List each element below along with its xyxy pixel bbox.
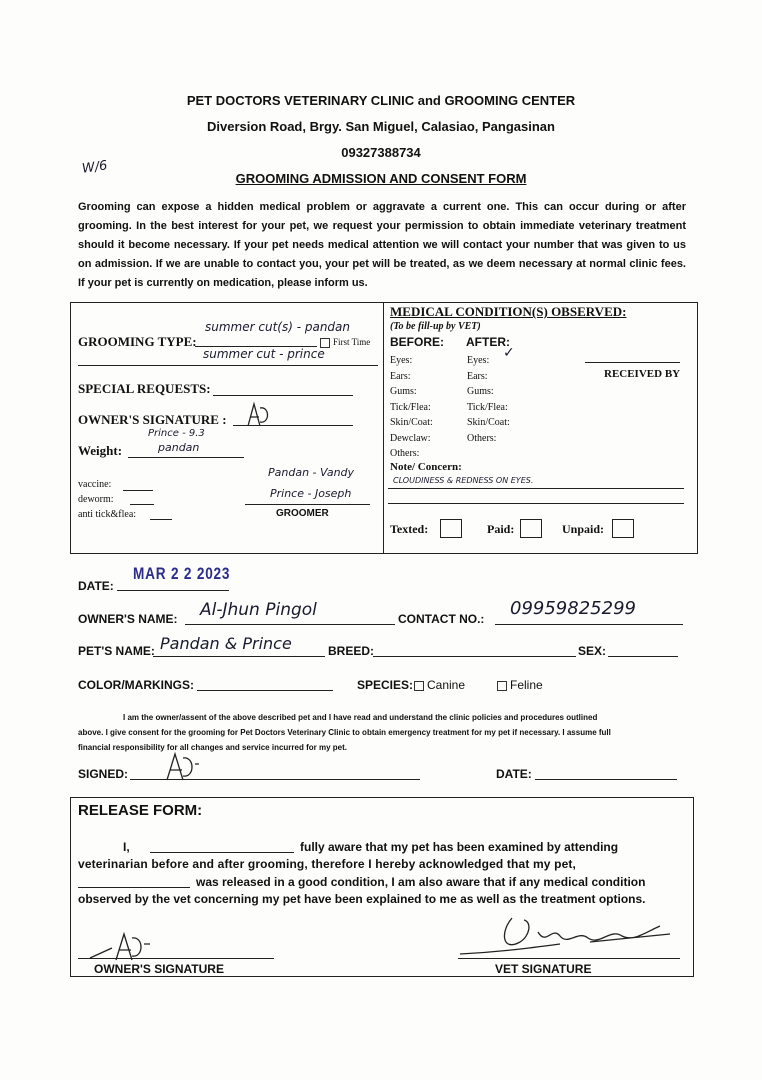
owner-name-value[interactable]: Al-Jhun Pingol [200, 600, 317, 620]
texted-label: Texted: [390, 522, 429, 536]
anti-tick-label: anti tick&flea: [78, 509, 137, 520]
paid-checkbox[interactable] [520, 519, 542, 538]
pet-name-label: PET'S NAME: [78, 644, 155, 658]
feline-option[interactable]: Feline [497, 678, 543, 692]
clinic-name: PET DOCTORS VETERINARY CLINIC and GROOMING CENTER [186, 93, 576, 108]
groomer-value-1[interactable]: Pandan - Vandy [268, 466, 355, 479]
species-label: SPECIES: [357, 678, 414, 692]
medical-title: MEDICAL CONDITION(S) OBSERVED: [390, 304, 627, 319]
form-title: GROOMING ADMISSION AND CONSENT FORM [235, 171, 527, 186]
paid-label: Paid: [487, 522, 515, 536]
owner-release-signature-mark [88, 928, 158, 964]
date-label: DATE: [78, 579, 114, 593]
groomer-label: GROOMER [276, 508, 329, 519]
margin-note: W/6 [81, 158, 109, 177]
eyes-after-checkmark[interactable]: ✓ [503, 345, 515, 361]
grooming-type-value-1[interactable]: summer cut(s) - pandan [205, 320, 351, 334]
before-label: BEFORE: [390, 335, 444, 349]
weight-value-2[interactable]: pandan [158, 441, 200, 454]
intro-paragraph: Grooming can expose a hidden medical problem or aggravate a current one. This can occur during or after grooming. In the best interest for your pet, we request your permission to obtain immediate veterinary treatment should it become necessary. If your pet needs medical attention we will contact your number that was given to us on admission. If we are unable to contact you, your pet will be treated, as we deem necessary at normal clinic fees. If your pet is currently on medication, please inform us. [78, 201, 686, 289]
owner-signature-label: OWNER'S SIGNATURE : [78, 412, 227, 427]
unpaid-checkbox[interactable] [612, 519, 634, 538]
clinic-phone: 09327388734 [341, 145, 421, 160]
breed-label: BREED: [328, 644, 375, 658]
groomer-value-2[interactable]: Prince - Joseph [270, 487, 352, 500]
grooming-type-label: GROOMING TYPE: [78, 334, 197, 349]
grooming-type-value-2[interactable]: summer cut - prince [203, 347, 325, 361]
color-markings-label: COLOR/MARKINGS: [78, 678, 194, 692]
release-title: RELEASE FORM: [78, 802, 203, 819]
medical-subtitle: (To be fill-up by VET) [390, 321, 481, 332]
note-value[interactable]: CLOUDINESS & REDNESS ON EYES. [393, 476, 534, 485]
owner-name-label: OWNER'S NAME: [78, 612, 178, 626]
weight-label: Weight: [78, 443, 123, 458]
owner-signature-mark-1 [238, 400, 274, 430]
sex-label: SEX: [578, 644, 607, 658]
medical-after-column: Eyes: Ears: Gums: Tick/Flea: Skin/Coat: Others: [467, 355, 510, 444]
signed-signature-mark [155, 750, 205, 784]
signed-label: SIGNED: [78, 767, 129, 781]
owner-signature-release-label: OWNER'S SIGNATURE [94, 962, 224, 976]
release-text-4: observed by the vet concerning my pet have been explained to me as well as the treatment options. [78, 892, 646, 906]
note-label: Note/ Concern: [390, 461, 462, 473]
deworm-label: deworm: [78, 494, 114, 505]
canine-option[interactable]: Canine [414, 678, 465, 692]
texted-checkbox[interactable] [440, 519, 462, 538]
release-text-1: fully aware that my pet has been examined by attending [300, 840, 619, 854]
consent-paragraph: I am the owner/assent of the above described pet and I have read and understand the clinic policies and procedures outlined above. I give consent for the grooming for Pet Doctors Veterinary Clinic to obtain emergency treatment for my pet if necessary. I assume full financial responsibility for all changes and service incurred for my pet. [78, 713, 611, 752]
weight-value-1[interactable]: Prince - 9.3 [148, 428, 205, 439]
vaccine-label: vaccine: [78, 479, 112, 490]
vet-signature-label: VET SIGNATURE [495, 962, 592, 976]
special-requests-label: SPECIAL REQUESTS: [78, 381, 211, 396]
medical-before-column: Eyes: Ears: Gums: Tick/Flea: Skin/Coat: Dewclaw: Others: [390, 355, 433, 459]
first-time-checkbox[interactable]: First Time [320, 337, 370, 348]
received-by-label: RECEIVED BY [604, 368, 681, 380]
consent-date-label: DATE: [496, 767, 532, 781]
after-label: AFTER: [466, 335, 510, 349]
release-text-3: was released in a good condition, I am also aware that if any medical condition [196, 875, 646, 889]
contact-value[interactable]: 09959825299 [510, 598, 636, 619]
date-stamp[interactable]: MAR 2 2 2023 [133, 564, 231, 583]
contact-label: CONTACT NO.: [398, 612, 485, 626]
clinic-address: Diversion Road, Brgy. San Miguel, Calasiao, Pangasinan [207, 119, 555, 134]
pet-name-value[interactable]: Pandan & Prince [160, 634, 292, 653]
vet-signature-mark [450, 912, 680, 962]
release-i-label: I, [123, 840, 130, 854]
unpaid-label: Unpaid: [562, 522, 605, 536]
release-text-2: veterinarian before and after grooming, therefore I hereby acknowledged that my pet, [78, 857, 577, 871]
